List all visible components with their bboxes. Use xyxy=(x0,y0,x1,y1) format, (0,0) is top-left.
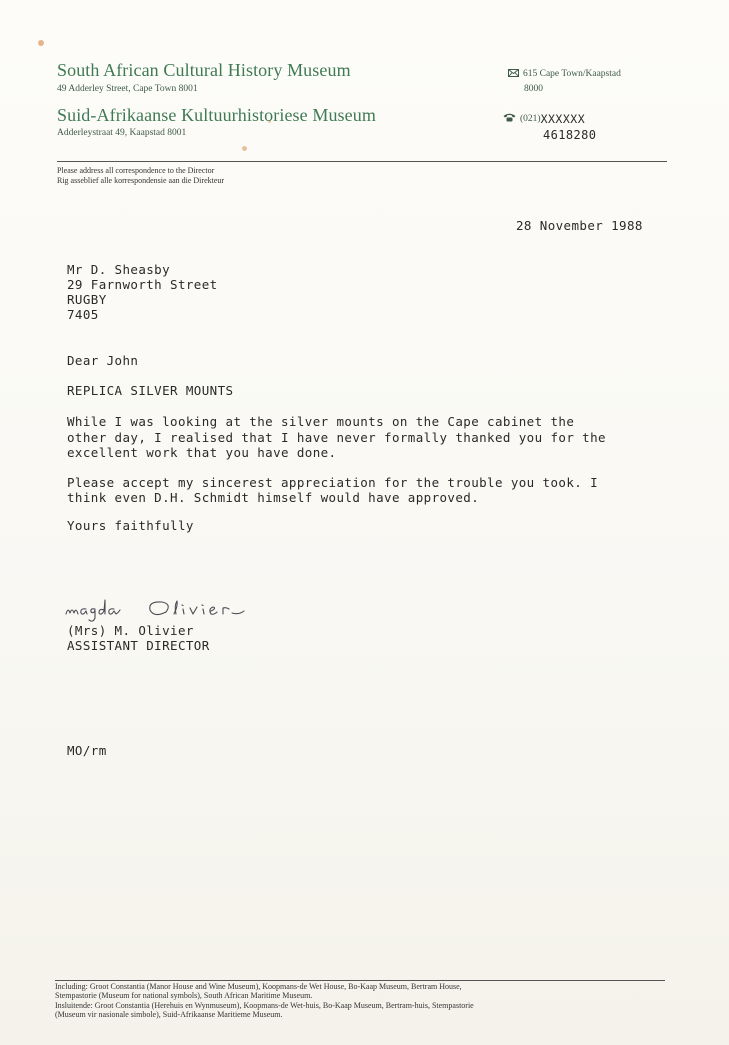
phone-number: 4618280 xyxy=(543,128,597,142)
phone-overtyped: XXXXXX xyxy=(540,112,586,126)
phone-line xyxy=(503,110,585,124)
body-line: excellent work that you have done. xyxy=(67,445,337,460)
po-code: 8000 xyxy=(524,84,543,94)
footer-line: Including: Groot Constantia (Manor House and Wine Museum), Koopmans-de Wet House, Bo-Kaap Museum, Bertram House, xyxy=(55,982,462,991)
po-box-line xyxy=(508,68,621,79)
correspondence-note-english: Please address all correspondence to the Director xyxy=(57,166,215,175)
body-line: While I was looking at the silver mounts on the Cape cabinet the xyxy=(67,414,575,429)
body-line: other day, I realised that I have never formally thanked you for the xyxy=(67,430,606,445)
signatory-name: (Mrs) M. Olivier xyxy=(67,623,194,638)
museum-name-afrikaans: Suid-Afrikaanse Kultuurhistoriese Museum xyxy=(57,105,376,125)
museum-address-english: 49 Adderley Street, Cape Town 8001 xyxy=(57,84,198,94)
recipient-line: Mr D. Sheasby xyxy=(67,262,171,277)
header-divider xyxy=(57,161,667,162)
body-line: Please accept my sincerest appreciation for the trouble you took. I xyxy=(67,475,599,490)
recipient-line: 29 Farnworth Street xyxy=(67,277,218,292)
signatory-title: ASSISTANT DIRECTOR xyxy=(67,638,210,653)
recipient-line: RUGBY xyxy=(67,292,107,307)
envelope-icon xyxy=(508,68,519,79)
phone-prefix: (021) xyxy=(520,114,541,124)
po-box-text: 615 Cape Town/Kaapstad xyxy=(523,69,621,79)
footer-divider xyxy=(55,980,665,981)
museum-address-afrikaans: Adderleystraat 49, Kaapstad 8001 xyxy=(57,128,187,138)
footer-line: (Museum vir nasionale simbole), Suid-Afrikaanse Maritieme Museum. xyxy=(55,1010,283,1019)
paper-spot xyxy=(38,40,44,46)
subject-line: REPLICA SILVER MOUNTS xyxy=(67,383,234,398)
closing: Yours faithfully xyxy=(67,518,194,533)
salutation: Dear John xyxy=(67,353,139,368)
body-line: think even D.H. Schmidt himself would have approved. xyxy=(67,490,480,505)
paper-spot xyxy=(242,146,247,151)
correspondence-note-afrikaans: Rig asseblief alle korrespondensie aan die Direkteur xyxy=(57,176,225,185)
telephone-icon xyxy=(503,113,516,124)
letter-date: 28 November 1988 xyxy=(516,218,643,233)
recipient-line: 7405 xyxy=(67,307,99,322)
reference-initials: MO/rm xyxy=(67,743,107,758)
footer-line: Stempastorie (Museum for national symbols), South African Maritime Museum. xyxy=(55,991,313,1000)
museum-name-english: South African Cultural History Museum xyxy=(57,60,351,80)
footer-line: Insluitende: Groot Constantia (Herehuis en Wynmuseum), Koopmans-de Wet-huis, Bo-Kaap Museum, Bertram-huis, Stempastorie xyxy=(55,1001,474,1010)
